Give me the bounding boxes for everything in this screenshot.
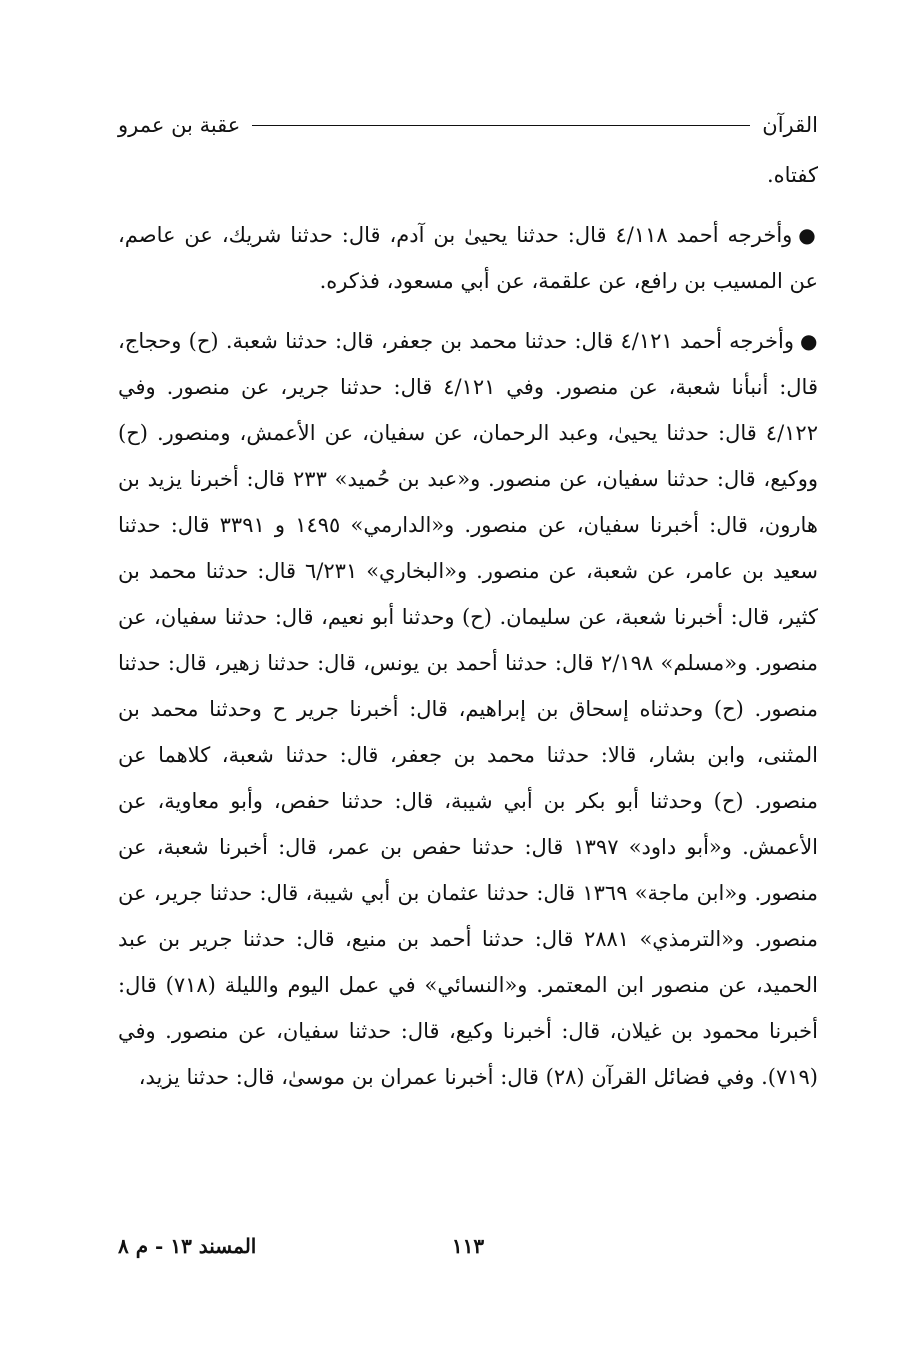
header-rule [252,125,750,126]
header-left-title: عقبة بن عمرو [118,113,241,137]
paragraph-ahmad-121 [118,318,818,1100]
paragraph-continuation [118,152,818,198]
header-right-title: القرآن [762,113,818,137]
paragraph-text: وأخرجه أحمد ٤/١١٨ قال: حدثنا يحيىٰ بن آدم، قال: حدثنا شريك، عن عاصم، عن المسيب بن رافع، عن علقمة، عن أبي مسعود، فذكره. [118,223,818,293]
paragraph-ahmad-118 [118,212,818,304]
paragraph-text: وأخرجه أحمد ٤/١٢١ قال: حدثنا محمد بن جعفر، قال: حدثنا شعبة. (ح) وحجاج، قال: أنبأنا شعبة، عن منصور. وفي ٤/١٢١ قال: حدثنا جرير، عن منصور. وفي ٤/١٢٢ قال: حدثنا يحيىٰ، وعبد الرحمان، عن سفيان، عن الأعمش، ومنصور. (ح) ووكيع، قال: حدثنا سفيان، عن منصور. و«عبد بن حُميد» ٢٣٣ قال: أخبرنا يزيد بن هارون، قال: أخبرنا سفيان، عن منصور. و«الدارمي» ١٤٩٥ و ٣٣٩١ قال: حدثنا سعيد بن عامر، عن شعبة، عن منصور. و«البخاري» ٦/٢٣١ قال: حدثنا محمد بن كثير، قال: أخبرنا شعبة، عن سليمان. (ح) وحدثنا أبو نعيم، قال: حدثنا سفيان، عن منصور. و«مسلم» ٢/١٩٨ قال: حدثنا أحمد بن يونس، قال: حدثنا زهير، قال: حدثنا منصور. (ح) وحدثناه إسحاق بن إبراهيم، قال: أخبرنا جرير ح وحدثنا محمد بن المثنى، وابن بشار، قالا: حدثنا محمد بن جعفر، قال: حدثنا شعبة، كلاهما عن منصور. (ح) وحدثنا أبو بكر بن أبي شيبة، قال: حدثنا حفص، وأبو معاوية، عن الأعمش. و«أبو داود» ١٣٩٧ قال: حدثنا حفص بن عمر، قال: أخبرنا شعبة، عن منصور. و«ابن ماجة» ١٣٦٩ قال: حدثنا عثمان بن أبي شيبة، قال: حدثنا جرير، عن منصور. و«الترمذي» ٢٨٨١ قال: حدثنا أحمد بن منيع، قال: حدثنا جرير بن عبد الحميد، عن منصور ابن المعتمر. و«النسائي» في عمل اليوم والليلة (٧١٨) قال: أخبرنا محمود بن غيلان، قال: أخبرنا وكيع، قال: حدثنا سفيان، عن منصور. وفي (٧١٩). وفي فضائل القرآن (٢٨) قال: أخبرنا عمران بن موسىٰ، قال: حدثنا يزيد، [118,329,819,1089]
page-footer [118,1234,818,1270]
bullet-icon: ● [799,329,818,353]
paragraph-text: كفتاه. [766,163,818,187]
printer-signature: المسند ١٣ - م ٨ [118,1234,257,1258]
running-header [118,108,818,142]
page-body [118,152,818,1100]
bullet-icon: ● [798,223,818,247]
page-number: ١١٣ [451,1234,485,1258]
